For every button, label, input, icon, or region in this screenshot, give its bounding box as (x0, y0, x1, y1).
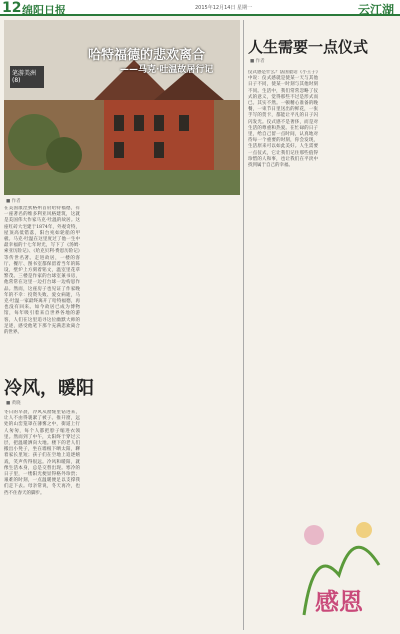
masthead (0, 0, 400, 16)
decoration-label: 感恩 (315, 588, 363, 616)
essay1-title: 冷风，暖阳 (4, 378, 94, 399)
essay1-body: 冬日的早晨，冷风从窗缝里钻进来，让人不由得裹紧了被子。推开窗，远处的山峦笼罩在薄雾之中，街道上行人匆匆，每个人都把脖子缩进衣领里。然而到了中午，太阳终于穿过云层，把温暖洒向大地。楼下的老人们搬出小凳子，坐在墙根下晒太阳，聊着家长里短；孩子们在空地上追逐嬉戏，笑声传得很远。冷风和暖阳，就像生活本身，总是交替出现。寒冷的日子里，一缕阳光便显得格外珍贵；艰难的时刻，一点温暖便足以支撑我们走下去。母亲常说，冬天再冷，也挡不住春天的脚步。 (4, 410, 80, 496)
gratitude-decoration (284, 505, 394, 625)
feature-title: 哈特福德的悲欢离合 (88, 48, 206, 63)
feature-body-cont (82, 200, 158, 372)
column-tag: 笔游美洲(8) (10, 66, 44, 88)
feature-byline: ■ 作者 (6, 199, 21, 204)
feature-subtitle: ——马克·吐温故居行记 (120, 65, 214, 75)
essay2-title: 人生需要一点仪式 (248, 38, 369, 56)
essay2-body: 仪式感是什么？法国童话《小王子》中说：仪式感就是使某一天与其他日子不同，使某一时刻与其他时刻不同。生活中，我们常常忽略了仪式的意义，觉得那些不过是形式而已。其实不然。一顿精心准备的晚餐，一束节日里送出的鲜花，一张手写的贺卡，都能让平凡的日子闪闪发光。仪式感不是奢侈，而是对生活的尊重和热爱。在忙碌的日子里，给自己留一点时间，认真地对待每一个重要的时刻，你会发现，生活原来可以如此美好。人生需要一点仪式，它让我们记住那些值得珍惜的人和事，也让我们在平淡中找到属于自己的幸福。 (248, 70, 318, 169)
feature-body: 在美国康涅狄格州首府哈特福德，有一座著名的维多利亚风格建筑，这就是美国伟大作家马克·吐温的故居。这座红砖大宅建于1874年，外观奇特，屋顶高低错落，阳台宛如轮船的甲板。马克·吐温在这里度过了他一生中最幸福的十七年时光，写下了《汤姆·索亚历险记》、《哈克贝利·费恩历险记》等传世名著。走进故居，一楼的客厅、餐厅、图书室都保留着当年的陈设，壁炉上方刻着铭文，温室里花草繁茂。三楼是作家的台球室兼书房，他常常在这里一边打台球一边构思作品。然而，这座房子也见证了作家晚年的不幸：投资失败、爱女病逝，马克·吐温一家最终离开了哈特福德，再也没有回来。如今故居已成为博物馆，每年吸引着来自世界各地的游客，人们在这里追寻这位幽默大师的足迹，感受他笔下那个充满悲欢离合的世界。 (4, 206, 80, 336)
feature-body-cont-2 (160, 200, 238, 372)
essay1-byline: ■ 黄晓 (6, 401, 21, 406)
page-number: 12 (2, 0, 22, 16)
column-divider (243, 20, 244, 630)
feature-photo (4, 20, 240, 195)
essay2-byline: ■ 作者 (250, 59, 265, 64)
paper-name: 绵阳日报 (22, 4, 66, 17)
dateline: 2015年12月14日 星期一 (195, 5, 253, 11)
section-title: 云江湖 (357, 3, 394, 17)
